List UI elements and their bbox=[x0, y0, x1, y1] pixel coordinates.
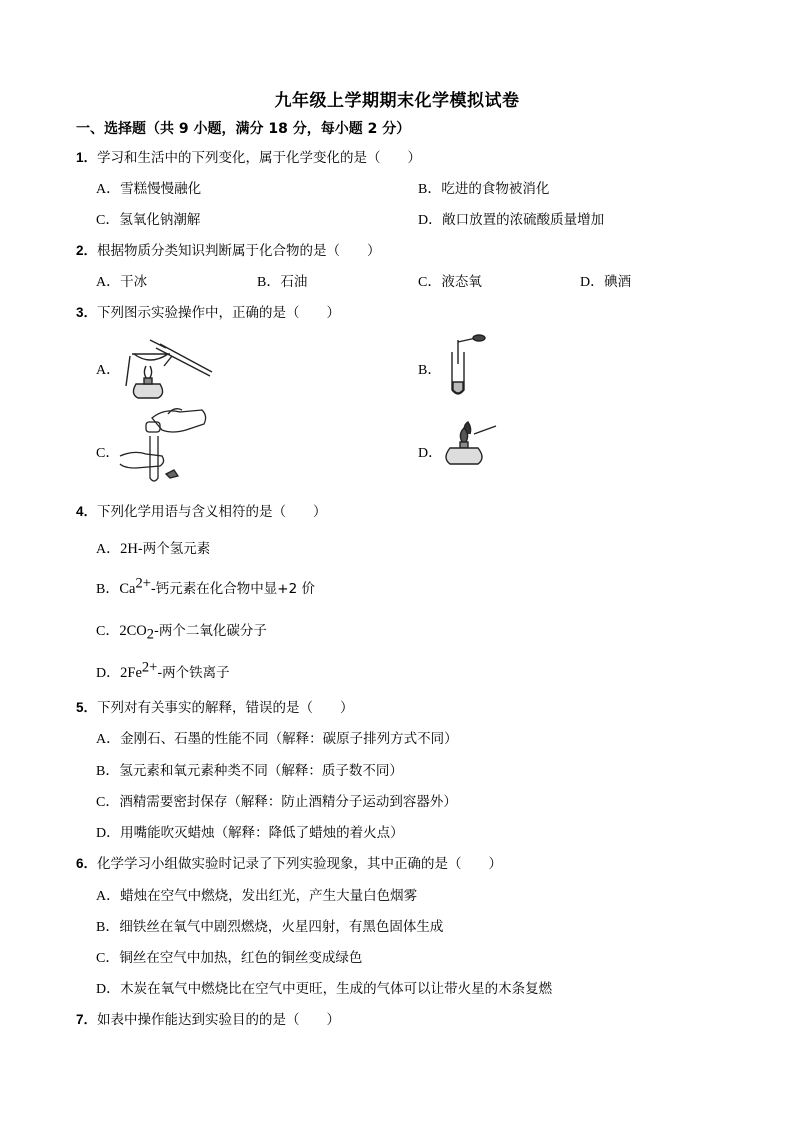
option-4a[interactable] bbox=[96, 537, 210, 558]
option-5d[interactable] bbox=[96, 821, 404, 842]
option-4c[interactable] bbox=[96, 619, 267, 643]
option-label: C． bbox=[418, 275, 442, 290]
question-3 bbox=[76, 301, 340, 321]
option-text: 铜丝在空气中加热，红色的铜丝变成绿色 bbox=[119, 950, 363, 966]
option-1d[interactable] bbox=[418, 208, 604, 229]
option-3d[interactable] bbox=[418, 442, 442, 462]
option-text: 敞口放置的浓硫酸质量增加 bbox=[442, 212, 605, 228]
evaporation-heating-icon bbox=[116, 336, 216, 402]
ion-charge: 2+ bbox=[135, 575, 151, 592]
option-label: C． bbox=[96, 951, 120, 966]
option-label: A． bbox=[96, 542, 121, 557]
option-text: 细铁丝在氧气中剧烈燃烧，火星四射，有黑色固体生成 bbox=[119, 919, 444, 935]
page-title: 九年级上学期期末化学模拟试卷 bbox=[274, 91, 520, 111]
chemical-formula: Ca bbox=[119, 581, 136, 597]
option-text: 酒精需要密封保存（解释：防止酒精分子运动到容器外） bbox=[119, 794, 457, 810]
option-2b[interactable] bbox=[257, 270, 307, 291]
question-stem: 学习和生活中的下列变化，属于化学变化的是（ ） bbox=[97, 150, 422, 166]
option-label: B． bbox=[418, 182, 442, 197]
option-text: -两个二氧化碳分子 bbox=[154, 623, 267, 639]
question-2 bbox=[76, 239, 381, 259]
option-text: 干冰 bbox=[120, 274, 148, 290]
option-label: C． bbox=[96, 624, 120, 639]
question-number: 5． bbox=[76, 700, 98, 715]
option-text: 碘酒 bbox=[604, 274, 632, 290]
option-2a[interactable] bbox=[96, 270, 147, 291]
option-2d[interactable] bbox=[580, 270, 631, 291]
option-label: D． bbox=[96, 982, 121, 997]
section-heading: 一、选择题（共 9 小题，满分 18 分，每小题 2 分） bbox=[76, 121, 411, 137]
pouring-solid-icon bbox=[116, 404, 216, 484]
option-label: D． bbox=[418, 213, 443, 228]
question-6 bbox=[76, 852, 502, 872]
option-6c[interactable] bbox=[96, 946, 362, 967]
option-label: D． bbox=[96, 826, 121, 841]
option-6d[interactable] bbox=[96, 977, 552, 998]
option-label: B． bbox=[96, 582, 120, 597]
option-label: A． bbox=[96, 182, 121, 197]
option-label: B． bbox=[96, 920, 120, 935]
option-label: C． bbox=[96, 213, 120, 228]
question-stem: 根据物质分类知识判断属于化合物的是（ ） bbox=[97, 243, 381, 259]
option-5b[interactable] bbox=[96, 759, 403, 780]
option-5c[interactable] bbox=[96, 790, 457, 811]
question-stem: 下列化学用语与含义相符的是（ ） bbox=[97, 504, 327, 520]
question-stem: 下列图示实验操作中，正确的是（ ） bbox=[97, 305, 341, 321]
option-label: A． bbox=[96, 363, 121, 378]
option-text: -两个铁离子 bbox=[157, 665, 230, 681]
option-1a[interactable] bbox=[96, 177, 201, 198]
question-stem: 如表中操作能达到实验目的的是（ ） bbox=[97, 1012, 341, 1028]
option-4b[interactable] bbox=[96, 577, 315, 598]
question-5 bbox=[76, 696, 354, 716]
option-text: 氢氧化钠潮解 bbox=[119, 212, 201, 228]
question-4 bbox=[76, 500, 327, 520]
question-1 bbox=[76, 146, 421, 166]
option-text: 石油 bbox=[280, 274, 308, 290]
option-1b[interactable] bbox=[418, 177, 549, 198]
option-label: A． bbox=[96, 732, 121, 747]
question-number: 2． bbox=[76, 243, 98, 258]
option-text: 用嘴能吹灭蜡烛（解释：降低了蜡烛的着火点） bbox=[120, 825, 404, 841]
question-stem: 下列对有关事实的解释，错误的是（ ） bbox=[97, 700, 354, 716]
option-text: 液态氧 bbox=[441, 274, 482, 290]
ion-charge: 2+ bbox=[141, 659, 158, 676]
test-tube-dropper-icon bbox=[446, 334, 496, 398]
option-text: -钙元素在化合物中显+2 价 bbox=[150, 581, 315, 597]
option-6a[interactable] bbox=[96, 884, 417, 905]
question-stem: 化学学习小组做实验时记录了下列实验现象，其中正确的是（ ） bbox=[97, 856, 503, 872]
option-text: -两个氢元素 bbox=[137, 541, 211, 557]
option-4d[interactable] bbox=[96, 661, 230, 682]
question-number: 1． bbox=[76, 150, 98, 165]
option-text: 雪糕慢慢融化 bbox=[120, 181, 202, 197]
option-label: D． bbox=[96, 666, 121, 681]
chemical-formula: 2CO bbox=[119, 623, 147, 639]
option-text: 木炭在氧气中燃烧比在空气中更旺，生成的气体可以让带火星的木条复燃 bbox=[120, 981, 553, 997]
option-label: D． bbox=[418, 446, 443, 461]
option-label: C． bbox=[96, 795, 120, 810]
option-3b[interactable] bbox=[418, 359, 441, 379]
option-label: D． bbox=[580, 275, 605, 290]
question-number: 6． bbox=[76, 856, 98, 871]
option-5a[interactable] bbox=[96, 727, 458, 748]
option-text: 吃进的食物被消化 bbox=[441, 181, 550, 197]
option-text: 金刚石、石墨的性能不同（解释：碳原子排列方式不同） bbox=[120, 731, 458, 747]
question-7 bbox=[76, 1008, 340, 1028]
option-text: 氢元素和氧元素种类不同（解释：质子数不同） bbox=[119, 763, 403, 779]
question-number: 3． bbox=[76, 305, 98, 320]
chemical-formula: 2H bbox=[120, 541, 138, 557]
question-number: 7． bbox=[76, 1012, 98, 1027]
option-6b[interactable] bbox=[96, 915, 443, 936]
option-2c[interactable] bbox=[418, 270, 482, 291]
option-label: C． bbox=[96, 446, 120, 461]
option-text: 蜡烛在空气中燃烧，发出红光，产生大量白色烟雾 bbox=[120, 888, 418, 904]
option-1c[interactable] bbox=[96, 208, 200, 229]
alcohol-lamp-lighting-icon bbox=[440, 420, 502, 470]
option-label: B． bbox=[96, 764, 120, 779]
subscript: 2 bbox=[146, 626, 154, 643]
chemical-formula: 2Fe bbox=[120, 665, 142, 681]
option-label: A． bbox=[96, 275, 121, 290]
option-label: B． bbox=[418, 363, 442, 378]
option-label: B． bbox=[257, 275, 281, 290]
question-number: 4． bbox=[76, 504, 98, 519]
option-label: A． bbox=[96, 889, 121, 904]
